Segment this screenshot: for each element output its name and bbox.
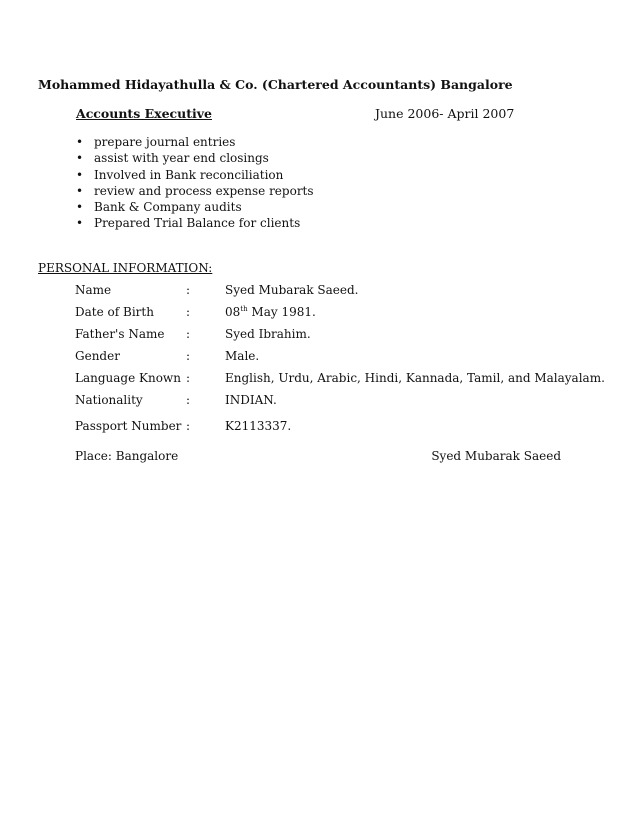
info-value: English, Urdu, Arabic, Hindi, Kannada, Tamil, and Malayalam.	[225, 371, 605, 385]
info-row-dob	[75, 305, 595, 323]
info-label: Father's Name	[75, 327, 165, 341]
info-value: INDIAN.	[225, 393, 277, 407]
info-row-name	[75, 283, 595, 301]
personal-info-heading: PERSONAL INFORMATION:	[38, 261, 213, 275]
duty-text: review and process expense reports	[94, 183, 314, 198]
duty-text: Prepared Trial Balance for clients	[94, 216, 301, 231]
info-row-nationality	[75, 393, 595, 411]
signature-name: Syed Mubarak Saeed	[431, 449, 561, 463]
info-row-father	[75, 327, 595, 345]
list-item	[76, 150, 314, 166]
info-label: Name	[75, 283, 112, 297]
info-row-languages	[75, 371, 605, 389]
list-item	[76, 134, 314, 150]
info-separator: :	[186, 371, 191, 385]
info-value: Syed Mubarak Saeed.	[225, 283, 359, 297]
info-label: Passport Number	[75, 419, 182, 433]
info-row-gender	[75, 349, 595, 367]
list-item	[76, 183, 314, 199]
bullet-icon: •	[76, 200, 84, 215]
info-label: Language Known	[75, 371, 181, 385]
info-separator: :	[186, 419, 191, 433]
dob-suffix: th	[240, 305, 248, 313]
info-separator: :	[186, 349, 191, 363]
duty-text: Bank & Company audits	[94, 200, 242, 215]
info-value: Syed Ibrahim.	[225, 327, 311, 341]
company-name: Mohammed Hidayathulla & Co. (Chartered Accountants) Bangalore	[38, 77, 513, 92]
duty-text: prepare journal entries	[94, 135, 236, 149]
info-value: Male.	[225, 349, 260, 363]
place-text: Place: Bangalore	[75, 449, 179, 463]
info-separator: :	[186, 283, 191, 297]
info-label: Nationality	[75, 393, 143, 407]
dob-rest: May 1981.	[247, 305, 316, 319]
list-item	[76, 215, 314, 231]
info-label: Date of Birth	[75, 305, 154, 319]
info-separator: :	[186, 327, 191, 341]
bullet-icon: •	[76, 183, 84, 198]
bullet-icon: •	[76, 216, 84, 231]
job-period: June 2006- April 2007	[375, 106, 515, 121]
duties-list	[76, 134, 314, 232]
info-separator: :	[186, 305, 191, 319]
bullet-icon: •	[76, 167, 84, 182]
duty-text: assist with year end closings	[94, 151, 269, 166]
info-value	[225, 305, 316, 319]
list-item	[76, 199, 314, 215]
list-item	[76, 167, 314, 183]
job-title: Accounts Executive	[76, 106, 212, 121]
bullet-icon: •	[76, 151, 84, 166]
info-separator: :	[186, 393, 191, 407]
info-row-passport	[75, 419, 595, 437]
bullet-icon: •	[76, 135, 84, 149]
info-value: K2113337.	[225, 419, 292, 433]
info-label: Gender	[75, 349, 120, 363]
duty-text: Involved in Bank reconciliation	[94, 167, 284, 182]
dob-day: 08	[225, 305, 241, 319]
